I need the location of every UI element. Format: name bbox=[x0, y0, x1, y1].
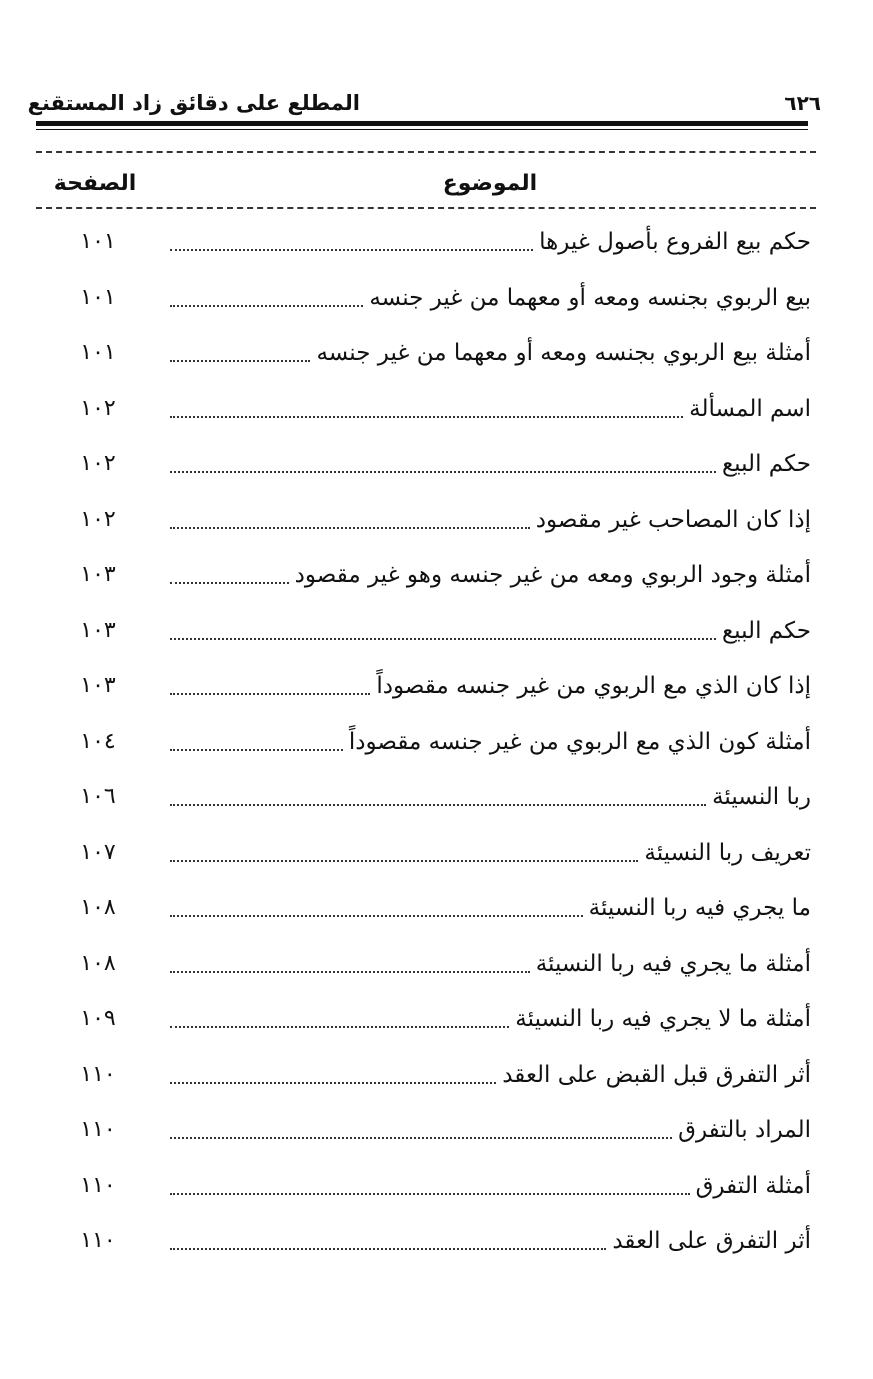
toc-entry bbox=[170, 1165, 811, 1205]
dot-leader bbox=[170, 582, 289, 584]
dot-leader bbox=[170, 416, 683, 418]
table-row bbox=[0, 990, 873, 1046]
toc-entry bbox=[170, 887, 811, 927]
topic-title: حكم البيع bbox=[721, 451, 811, 477]
table-row bbox=[0, 768, 873, 824]
toc-entry bbox=[170, 776, 811, 816]
table-row bbox=[0, 1046, 873, 1102]
table-row bbox=[0, 602, 873, 658]
page-ref: ١٠١ bbox=[80, 340, 116, 365]
page-column-header: الصفحة bbox=[53, 171, 137, 196]
table-row bbox=[0, 1101, 873, 1157]
page-number: ٦٢٦ bbox=[784, 91, 821, 115]
page-ref: ١٠١ bbox=[80, 229, 116, 254]
toc-entry bbox=[170, 277, 811, 317]
topic-title: أمثلة التفرق bbox=[695, 1172, 811, 1199]
page-ref: ١٠٣ bbox=[80, 617, 116, 643]
toc-entry bbox=[170, 1054, 811, 1094]
page-ref: ١٠٢ bbox=[80, 395, 116, 421]
dot-leader bbox=[170, 305, 363, 307]
dot-leader bbox=[170, 915, 583, 917]
header-rule-thick bbox=[36, 121, 808, 126]
topic-title: أمثلة ما يجري فيه ربا النسيئة bbox=[535, 950, 811, 977]
table-row bbox=[0, 213, 873, 269]
dot-leader bbox=[170, 638, 716, 640]
table-header-divider bbox=[36, 207, 816, 209]
page-ref: ١١٠ bbox=[80, 1117, 116, 1142]
page-ref: ١٠٨ bbox=[80, 895, 116, 920]
page-ref: ١١٠ bbox=[80, 1228, 116, 1253]
topic-title: أمثلة بيع الربوي بجنسه ومعه أو معهما من غير جنسه bbox=[316, 340, 811, 366]
page-ref: ١١٠ bbox=[80, 1061, 116, 1087]
table-row bbox=[0, 1212, 873, 1268]
dot-leader bbox=[170, 1137, 672, 1139]
table-row bbox=[0, 491, 873, 547]
toc-entry bbox=[170, 1109, 811, 1149]
page-ref: ١١٠ bbox=[80, 1172, 116, 1198]
topic-title: حكم البيع bbox=[721, 617, 811, 644]
topic-title: اسم المسألة bbox=[689, 395, 811, 422]
page-ref: ١٠٩ bbox=[80, 1006, 116, 1031]
toc-entry bbox=[170, 332, 811, 372]
page-header bbox=[0, 88, 873, 122]
dot-leader bbox=[170, 249, 533, 251]
table-row bbox=[0, 1157, 873, 1213]
topic-title: أثر التفرق قبل القبض على العقد bbox=[502, 1061, 811, 1088]
table-row bbox=[0, 546, 873, 602]
table-row bbox=[0, 435, 873, 491]
page-ref: ١٠٢ bbox=[80, 506, 116, 532]
topic-title: أمثلة كون الذي مع الربوي من غير جنسه مقصوداً bbox=[348, 728, 811, 755]
topic-column-header: الموضوع bbox=[442, 171, 538, 196]
dot-leader bbox=[170, 1026, 509, 1028]
toc-entry bbox=[170, 443, 811, 483]
topic-title: تعريف ربا النسيئة bbox=[644, 839, 811, 866]
topic-title: أمثلة ما لا يجري فيه ربا النسيئة bbox=[515, 1006, 811, 1032]
dot-leader bbox=[170, 971, 530, 973]
header-rule-thin bbox=[36, 129, 808, 130]
table-row bbox=[0, 935, 873, 991]
book-title: المطلع على دقائق زاد المستقنع bbox=[27, 91, 360, 115]
table-row bbox=[0, 269, 873, 325]
dot-leader bbox=[170, 527, 530, 529]
topic-title: ربا النسيئة bbox=[712, 784, 811, 810]
topic-title: أمثلة وجود الربوي ومعه من غير جنسه وهو غير مقصود bbox=[294, 562, 811, 588]
toc-entry bbox=[170, 499, 811, 539]
topic-title: المراد بالتفرق bbox=[678, 1117, 811, 1143]
toc-list bbox=[0, 213, 873, 1268]
topic-title: بيع الربوي بجنسه ومعه أو معهما من غير جنسه bbox=[369, 284, 811, 311]
table-row bbox=[0, 380, 873, 436]
table-row bbox=[0, 657, 873, 713]
topic-title: حكم بيع الفروع بأصول غيرها bbox=[539, 229, 811, 255]
dot-leader bbox=[170, 804, 706, 806]
toc-entry bbox=[170, 721, 811, 761]
toc-entry bbox=[170, 998, 811, 1038]
page-ref: ١٠٣ bbox=[80, 562, 116, 587]
toc-entry bbox=[170, 388, 811, 428]
toc-entry bbox=[170, 832, 811, 872]
toc-entry bbox=[170, 665, 811, 705]
dot-leader bbox=[170, 471, 716, 473]
page-ref: ١٠٢ bbox=[80, 451, 116, 476]
table-row bbox=[0, 713, 873, 769]
dot-leader bbox=[170, 1082, 496, 1084]
toc-entry bbox=[170, 943, 811, 983]
dot-leader bbox=[170, 1193, 690, 1195]
dot-leader bbox=[170, 360, 310, 362]
page-ref: ١٠٨ bbox=[80, 950, 116, 976]
topic-title: إذا كان الذي مع الربوي من غير جنسه مقصوداً bbox=[376, 673, 811, 699]
table-row bbox=[0, 324, 873, 380]
table-top-divider bbox=[36, 151, 816, 153]
toc-entry bbox=[170, 221, 811, 261]
page-ref: ١٠٣ bbox=[80, 673, 116, 698]
toc-entry bbox=[170, 554, 811, 594]
toc-entry bbox=[170, 1220, 811, 1260]
topic-title: أثر التفرق على العقد bbox=[612, 1228, 811, 1254]
topic-title: ما يجري فيه ربا النسيئة bbox=[588, 895, 811, 921]
page-ref: ١٠١ bbox=[80, 284, 116, 310]
page-ref: ١٠٦ bbox=[80, 784, 116, 809]
dot-leader bbox=[170, 860, 638, 862]
toc-entry bbox=[170, 610, 811, 650]
table-row bbox=[0, 824, 873, 880]
dot-leader bbox=[170, 1248, 606, 1250]
dot-leader bbox=[170, 693, 370, 695]
table-row bbox=[0, 879, 873, 935]
page-ref: ١٠٤ bbox=[80, 728, 116, 754]
page-ref: ١٠٧ bbox=[80, 839, 116, 865]
dot-leader bbox=[170, 749, 343, 751]
topic-title: إذا كان المصاحب غير مقصود bbox=[535, 506, 811, 533]
